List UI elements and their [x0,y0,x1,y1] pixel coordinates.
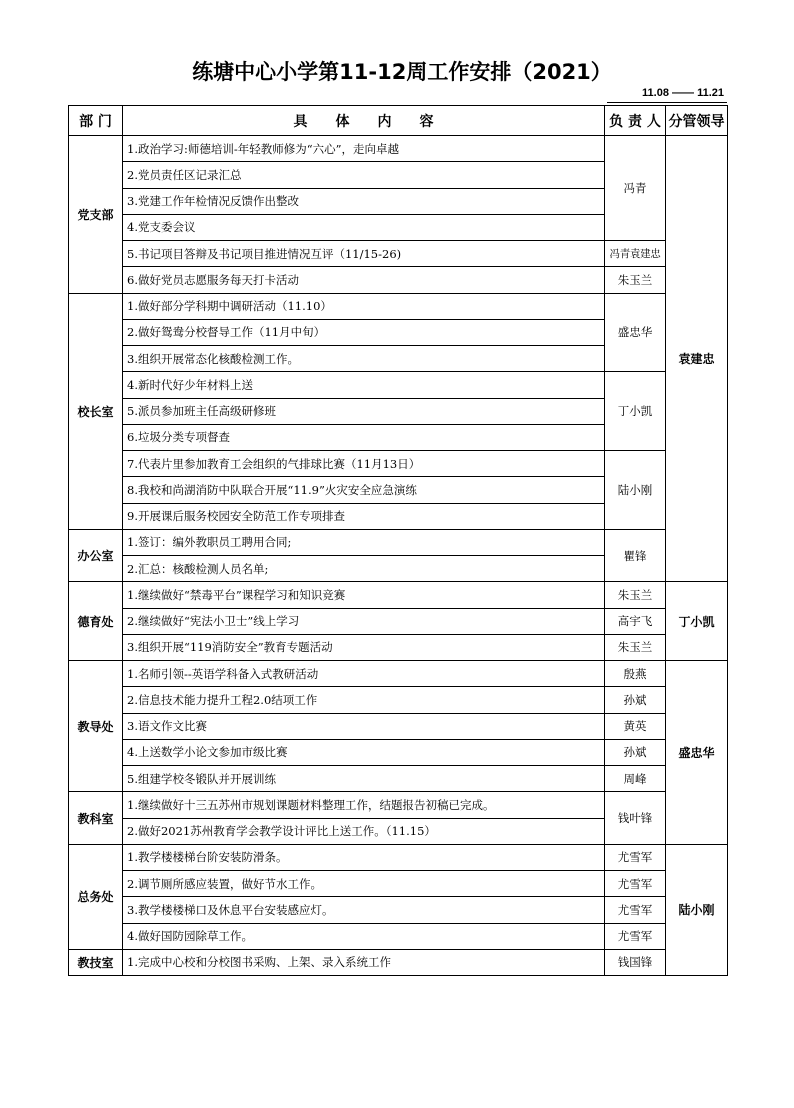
task-item: 5.组建学校冬锻队并开展训练 [123,766,605,792]
task-item: 1.完成中心校和分校图书采购、上架、录入系统工作 [123,950,605,976]
task-item: 2.做好鸳鸯分校督导工作（11月中旬） [123,320,605,346]
header-department: 部 门 [69,106,123,136]
task-item: 4.党支委会议 [123,215,605,241]
responsible-cell: 尤雪军 [605,845,666,871]
task-item: 3.党建工作年检情况反馈作出整改 [123,189,605,215]
dept-moral-education: 德育处 [69,582,123,661]
task-item: 4.新时代好少年材料上送 [123,372,605,398]
responsible-cell: 尤雪军 [605,897,666,923]
responsible-cell: 孙斌 [605,740,666,766]
responsible-cell: 朱玉兰 [605,635,666,661]
dept-party-branch: 党支部 [69,136,123,294]
task-item: 1.名师引领--英语学科备入式教研活动 [123,661,605,687]
task-item: 2.汇总：核酸检测人员名单; [123,556,605,582]
dept-principal-office: 校长室 [69,294,123,530]
responsible-cell: 盛忠华 [605,294,666,373]
responsible-cell: 殷燕 [605,661,666,687]
dept-research-office: 教科室 [69,792,123,845]
page-title: 练塘中心小学第11-12周工作安排（2021） [192,60,612,84]
task-item: 1.签订：编外教职员工聘用合同; [123,530,605,556]
responsible-cell: 钱国锋 [605,950,666,976]
task-item: 1.教学楼楼梯台阶安装防滑条。 [123,845,605,871]
dept-general-affairs: 总务处 [69,845,123,950]
responsible-cell: 瞿锋 [605,530,666,583]
responsible-cell: 孙斌 [605,687,666,713]
responsible-cell: 高宇飞 [605,609,666,635]
header-responsible: 负 责 人 [605,106,666,136]
leader-cell: 陆小刚 [666,845,728,976]
responsible-cell: 陆小刚 [605,451,666,530]
task-item: 2.继续做好“宪法小卫士”线上学习 [123,609,605,635]
task-item: 6.垃圾分类专项督查 [123,425,605,451]
task-item: 3.教学楼楼梯口及休息平台安装感应灯。 [123,897,605,923]
responsible-cell: 周峰 [605,766,666,792]
task-item: 3.语文作文比赛 [123,714,605,740]
task-item: 3.组织开展常态化核酸检测工作。 [123,346,605,372]
task-item: 4.做好国防园除草工作。 [123,924,605,950]
task-item: 3.组织开展“119消防安全”教育专题活动 [123,635,605,661]
task-item: 1.做好部分学科期中调研活动（11.10） [123,294,605,320]
responsible-cell: 尤雪军 [605,871,666,897]
date-underline [607,102,727,103]
task-item: 8.我校和尚湖消防中队联合开展“11.9”火灾安全应急演练 [123,477,605,503]
responsible-cell: 冯青 [605,136,666,241]
header-content: 具体内容 [123,106,605,136]
responsible-cell: 朱玉兰 [605,267,666,293]
task-item: 7.代表片里参加教育工会组织的气排球比赛（11月13日） [123,451,605,477]
responsible-cell: 黄英 [605,714,666,740]
task-item: 1.政治学习:师德培训-年轻教师修为“六心”，走向卓越 [123,136,605,162]
task-item: 2.信息技术能力提升工程2.0结项工作 [123,687,605,713]
responsible-cell: 冯青袁建忠 [605,241,666,267]
responsible-cell: 尤雪军 [605,924,666,950]
responsible-cell: 朱玉兰 [605,582,666,608]
task-item: 1.继续做好“禁毒平台”课程学习和知识竞赛 [123,582,605,608]
dept-academic-affairs: 教导处 [69,661,123,792]
dept-general-office: 办公室 [69,530,123,583]
date-range: 11.08 —— 11.21 [642,87,724,99]
header-leader: 分管领导 [666,106,728,136]
task-item: 9.开展课后服务校园安全防范工作专项排查 [123,504,605,530]
schedule-table [68,105,728,976]
leader-cell: 丁小凯 [666,582,728,661]
task-item: 5.书记项目答辩及书记项目推进情况互评（11/15-26) [123,241,605,267]
task-item: 2.做好2021苏州教育学会教学设计评比上送工作。（11.15） [123,819,605,845]
task-item: 6.做好党员志愿服务每天打卡活动 [123,267,605,293]
responsible-cell: 丁小凯 [605,372,666,451]
task-item: 5.派员参加班主任高级研修班 [123,399,605,425]
leader-cell: 盛忠华 [666,661,728,845]
task-item: 2.调节厕所感应装置，做好节水工作。 [123,871,605,897]
responsible-cell: 钱叶锋 [605,792,666,845]
task-item: 2.党员责任区记录汇总 [123,162,605,188]
dept-education-tech: 教技室 [69,950,123,976]
task-item: 4.上送数学小论文参加市级比赛 [123,740,605,766]
leader-cell: 袁建忠 [666,136,728,582]
task-item: 1.继续做好十三五苏州市规划课题材料整理工作，结题报告初稿已完成。 [123,792,605,818]
